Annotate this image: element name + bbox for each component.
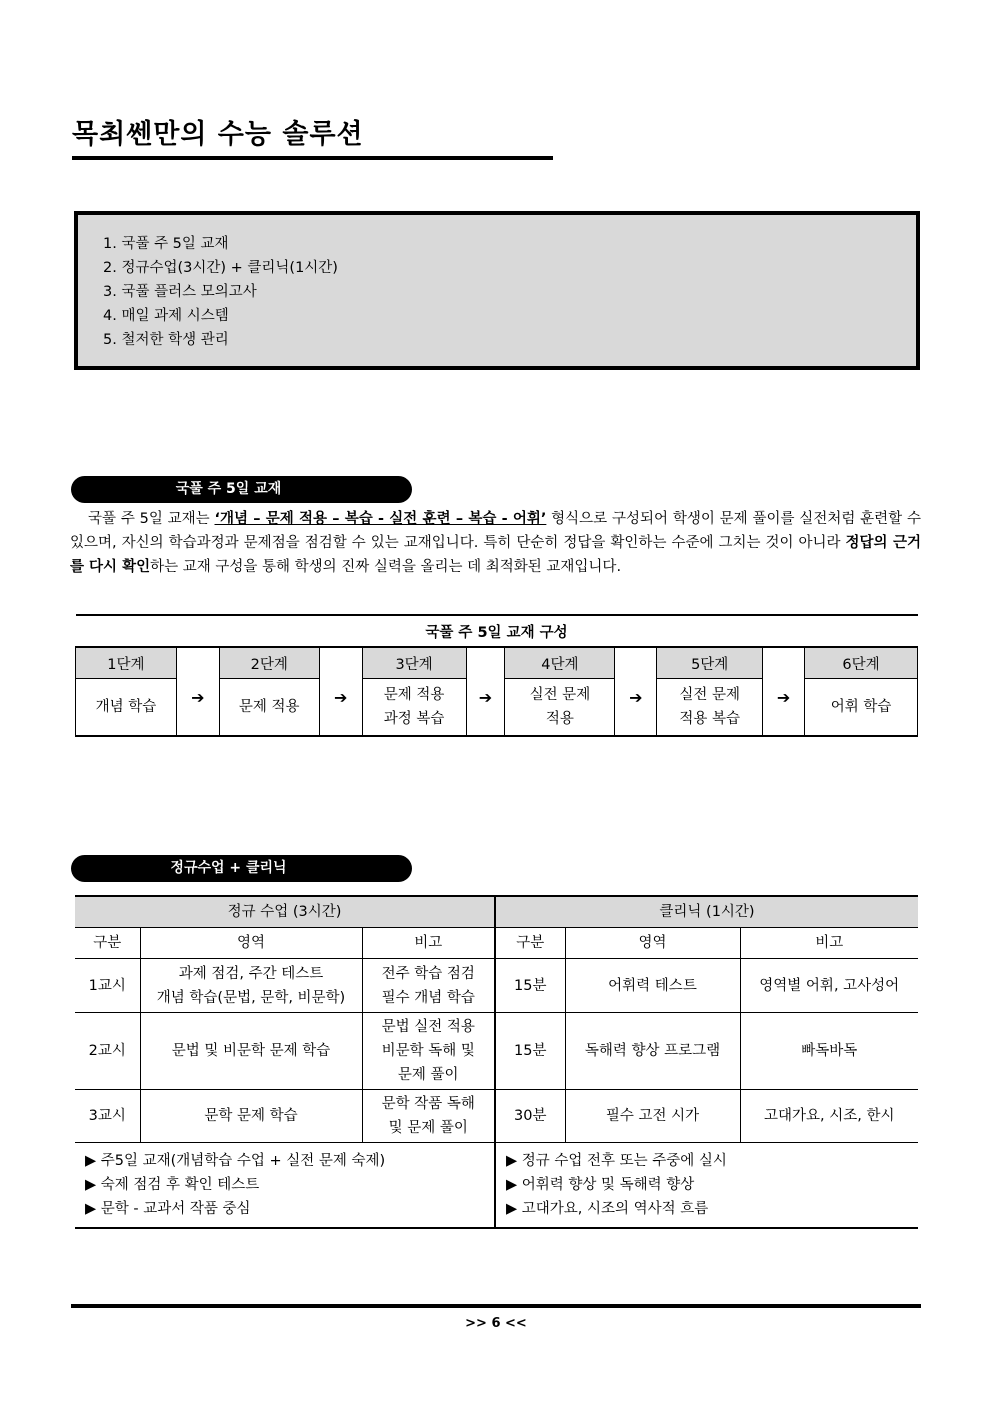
arrow-right-icon: ➔	[176, 647, 219, 736]
desc-bold: 정답의 근거를 다시 확인	[70, 535, 921, 575]
footer-rule	[71, 1304, 921, 1308]
note-item: ▶ 숙제 점검 후 확인 테스트	[85, 1177, 260, 1193]
table-row	[75, 1013, 918, 1090]
time-cell: 30분	[495, 1090, 565, 1143]
note-item: ▶ 고대가요, 시조의 역사적 흐름	[506, 1201, 709, 1217]
summary-box	[74, 211, 920, 370]
arrow-right-icon: ➔	[615, 647, 657, 736]
page-title: 목최쎈만의 수능 솔루션	[72, 119, 364, 150]
time-cell: 15분	[495, 1013, 565, 1090]
note-item: ▶ 문학 - 교과서 작품 중심	[85, 1201, 251, 1217]
clinic-note-cell: 영역별 어휘, 고사성어	[740, 959, 918, 1013]
summary-item: 4. 매일 과제 시스템	[103, 308, 229, 324]
desc-text: 하는 교재 구성을 통해 학생의 진짜 실력을 올리는 데 최적화된 교재입니다.	[150, 559, 622, 575]
section-heading-textbook	[71, 476, 412, 503]
clinic-area-cell: 필수 고전 시가	[565, 1090, 740, 1143]
stage-desc: 개념 학습	[76, 679, 177, 737]
table-row	[75, 959, 918, 1013]
col-header-gubun: 구분	[75, 928, 140, 959]
desc-text: 형식으로 구성되어 학생이 문제 풀이를 실전처럼 훈련할 수 있으며, 자신의 학습과정과 문제점을 점검할 수 있는 교재입니다. 특히 단순히 정답을 확인하는 수준에 그치는 것이 아니라	[70, 511, 921, 551]
stage-desc: 문제 적용	[219, 679, 319, 737]
summary-list	[78, 215, 916, 352]
stage-label: 5단계	[657, 647, 763, 679]
summary-item: 2. 정규수업(3시간) + 클리닉(1시간)	[103, 260, 338, 276]
col-header-note: 비고	[740, 928, 918, 959]
stage-label: 2단계	[219, 647, 319, 679]
stage-desc: 어휘 학습	[805, 679, 918, 737]
note-item: ▶ 어휘력 향상 및 독해력 향상	[506, 1177, 695, 1193]
section-heading-classes	[71, 855, 412, 882]
clinic-notes	[495, 1143, 918, 1229]
clinic-header: 클리닉 (1시간)	[495, 896, 918, 928]
note-cell: 문법 실전 적용 비문학 독해 및 문제 풀이	[362, 1013, 495, 1090]
clinic-note-cell: 빠독바독	[740, 1013, 918, 1090]
stage-desc: 실전 문제 적용	[505, 679, 615, 737]
note-cell: 문학 작품 독해 및 문제 풀이	[362, 1090, 495, 1143]
stage-label: 6단계	[805, 647, 918, 679]
title-underline	[72, 156, 553, 160]
desc-emphasis: ‘개념 – 문제 적용 – 복습 - 실전 훈련 – 복습 - 어휘’	[214, 511, 547, 527]
area-cell: 문학 문제 학습	[140, 1090, 362, 1143]
note-cell: 전주 학습 점검 필수 개념 학습	[362, 959, 495, 1013]
stage-label: 4단계	[505, 647, 615, 679]
col-header-note: 비고	[362, 928, 495, 959]
area-cell: 과제 점검, 주간 테스트 개념 학습(문법, 문학, 비문학)	[140, 959, 362, 1013]
stage-label: 3단계	[362, 647, 466, 679]
summary-item: 3. 국풀 플러스 모의고사	[103, 284, 257, 300]
table-row	[75, 1090, 918, 1143]
desc-text: 국풀 주 5일 교재는	[88, 511, 215, 527]
period-cell: 2교시	[75, 1013, 140, 1090]
area-cell: 문법 및 비문학 문제 학습	[140, 1013, 362, 1090]
stage-desc: 문제 적용 과정 복습	[362, 679, 466, 737]
clinic-area-cell: 어휘력 테스트	[565, 959, 740, 1013]
stage-desc: 실전 문제 적용 복습	[657, 679, 763, 737]
period-cell: 1교시	[75, 959, 140, 1013]
page-number: >> 6 <<	[465, 1316, 527, 1331]
summary-item: 1. 국풀 주 5일 교재	[103, 236, 229, 252]
arrow-right-icon: ➔	[319, 647, 362, 736]
arrow-right-icon: ➔	[466, 647, 505, 736]
col-header-area: 영역	[140, 928, 362, 959]
period-cell: 3교시	[75, 1090, 140, 1143]
class-clinic-table	[75, 895, 918, 1229]
stage-label: 1단계	[76, 647, 177, 679]
summary-item: 5. 철저한 학생 관리	[103, 332, 229, 348]
note-item: ▶ 정규 수업 전후 또는 주중에 실시	[506, 1153, 727, 1169]
arrow-right-icon: ➔	[763, 647, 805, 736]
table-caption: 국풀 주 5일 교재 구성	[76, 615, 918, 647]
textbook-description	[70, 507, 921, 579]
col-header-gubun: 구분	[495, 928, 565, 959]
regular-class-header: 정규 수업 (3시간)	[75, 896, 495, 928]
section-heading-label: 정규수업 + 클리닉	[170, 860, 287, 876]
time-cell: 15분	[495, 959, 565, 1013]
clinic-note-cell: 고대가요, 시조, 한시	[740, 1090, 918, 1143]
section-heading-label: 국풀 주 5일 교재	[175, 481, 282, 497]
textbook-structure-table	[75, 614, 918, 737]
col-header-area: 영역	[565, 928, 740, 959]
clinic-area-cell: 독해력 향상 프로그램	[565, 1013, 740, 1090]
note-item: ▶ 주5일 교재(개념학습 수업 + 실전 문제 숙제)	[85, 1153, 386, 1169]
regular-class-notes	[75, 1143, 495, 1229]
